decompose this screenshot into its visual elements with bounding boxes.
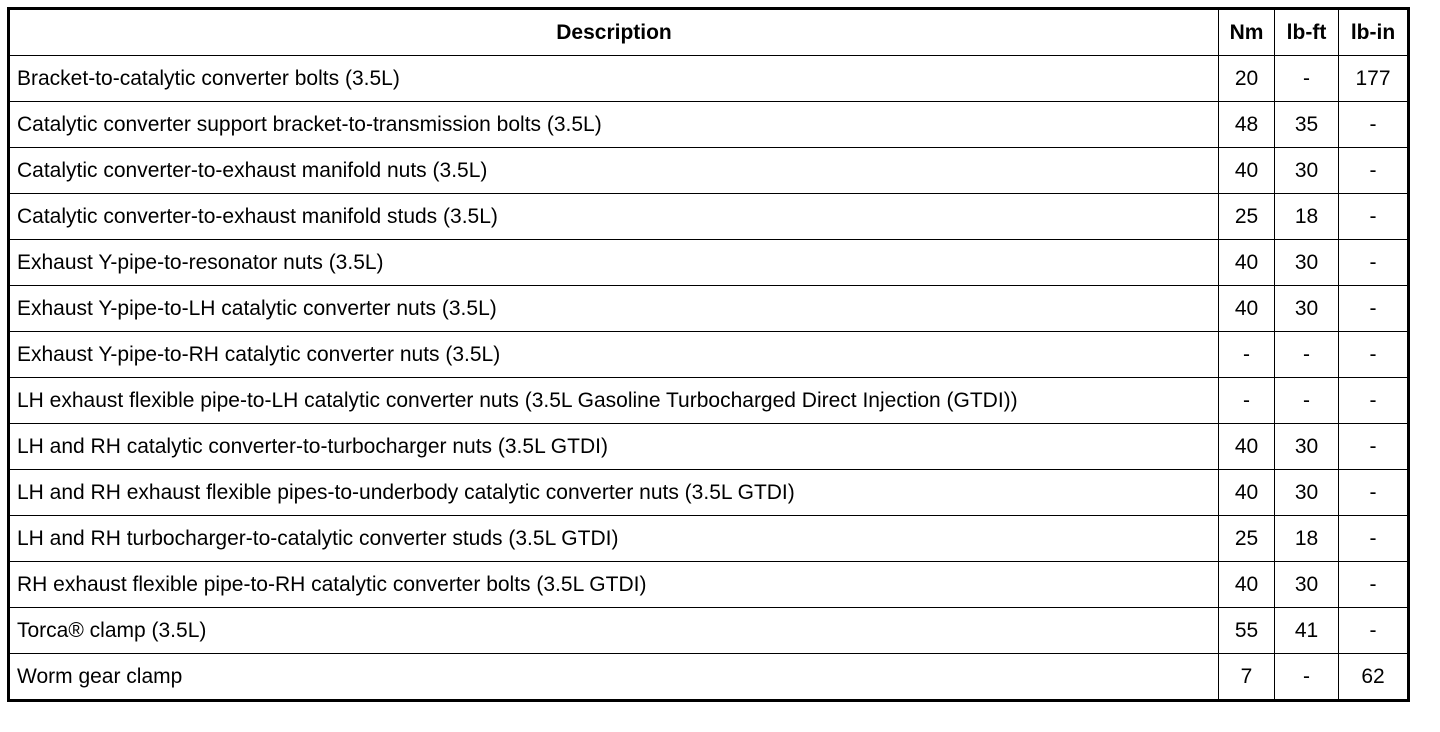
cell-lbin: - xyxy=(1339,102,1409,148)
cell-lbft: 30 xyxy=(1275,562,1339,608)
cell-lbft: 41 xyxy=(1275,608,1339,654)
cell-lbin: - xyxy=(1339,562,1409,608)
cell-lbft: 30 xyxy=(1275,470,1339,516)
cell-lbin: - xyxy=(1339,470,1409,516)
cell-lbft: 18 xyxy=(1275,194,1339,240)
cell-lbft: 30 xyxy=(1275,148,1339,194)
cell-description: LH and RH turbocharger-to-catalytic converter studs (3.5L GTDI) xyxy=(9,516,1219,562)
cell-description: Catalytic converter support bracket-to-transmission bolts (3.5L) xyxy=(9,102,1219,148)
cell-nm: 40 xyxy=(1219,470,1275,516)
table-row xyxy=(9,148,1409,194)
table-row xyxy=(9,194,1409,240)
table-row xyxy=(9,424,1409,470)
table-row xyxy=(9,332,1409,378)
cell-description: Exhaust Y-pipe-to-RH catalytic converter nuts (3.5L) xyxy=(9,332,1219,378)
cell-nm: 25 xyxy=(1219,516,1275,562)
header-lbin: lb-in xyxy=(1339,9,1409,56)
cell-description: RH exhaust flexible pipe-to-RH catalytic converter bolts (3.5L GTDI) xyxy=(9,562,1219,608)
table-row xyxy=(9,240,1409,286)
table-row xyxy=(9,378,1409,424)
cell-description: LH exhaust flexible pipe-to-LH catalytic converter nuts (3.5L Gasoline Turbocharged Direct Injection (GTDI)) xyxy=(9,378,1219,424)
cell-nm: 40 xyxy=(1219,424,1275,470)
cell-lbin: - xyxy=(1339,286,1409,332)
cell-description: LH and RH catalytic converter-to-turbocharger nuts (3.5L GTDI) xyxy=(9,424,1219,470)
cell-nm: 25 xyxy=(1219,194,1275,240)
cell-lbft: 35 xyxy=(1275,102,1339,148)
cell-nm: 40 xyxy=(1219,148,1275,194)
torque-specification-table xyxy=(7,7,1410,702)
header-description: Description xyxy=(9,9,1219,56)
cell-description: Torca® clamp (3.5L) xyxy=(9,608,1219,654)
cell-lbin: - xyxy=(1339,148,1409,194)
table-header-row xyxy=(9,9,1409,56)
cell-nm: 7 xyxy=(1219,654,1275,701)
cell-lbft: 30 xyxy=(1275,286,1339,332)
header-lbft: lb-ft xyxy=(1275,9,1339,56)
cell-description: Exhaust Y-pipe-to-LH catalytic converter nuts (3.5L) xyxy=(9,286,1219,332)
cell-lbft: 30 xyxy=(1275,240,1339,286)
cell-description: Catalytic converter-to-exhaust manifold studs (3.5L) xyxy=(9,194,1219,240)
cell-lbft: - xyxy=(1275,654,1339,701)
cell-nm: 40 xyxy=(1219,562,1275,608)
cell-lbin: - xyxy=(1339,194,1409,240)
cell-lbft: - xyxy=(1275,378,1339,424)
cell-nm: 40 xyxy=(1219,286,1275,332)
cell-lbft: - xyxy=(1275,56,1339,102)
cell-lbin: - xyxy=(1339,240,1409,286)
cell-lbft: 18 xyxy=(1275,516,1339,562)
cell-nm: 20 xyxy=(1219,56,1275,102)
cell-lbin: - xyxy=(1339,378,1409,424)
cell-description: LH and RH exhaust flexible pipes-to-underbody catalytic converter nuts (3.5L GTDI) xyxy=(9,470,1219,516)
cell-description: Catalytic converter-to-exhaust manifold nuts (3.5L) xyxy=(9,148,1219,194)
table-row xyxy=(9,516,1409,562)
table-row xyxy=(9,286,1409,332)
cell-lbft: 30 xyxy=(1275,424,1339,470)
table-row xyxy=(9,562,1409,608)
cell-description: Worm gear clamp xyxy=(9,654,1219,701)
cell-lbin: 177 xyxy=(1339,56,1409,102)
cell-lbin: - xyxy=(1339,332,1409,378)
cell-description: Exhaust Y-pipe-to-resonator nuts (3.5L) xyxy=(9,240,1219,286)
cell-lbin: - xyxy=(1339,424,1409,470)
cell-nm: - xyxy=(1219,332,1275,378)
cell-lbin: - xyxy=(1339,516,1409,562)
table-row xyxy=(9,608,1409,654)
cell-nm: - xyxy=(1219,378,1275,424)
table-row xyxy=(9,102,1409,148)
cell-lbft: - xyxy=(1275,332,1339,378)
table-row xyxy=(9,470,1409,516)
cell-nm: 40 xyxy=(1219,240,1275,286)
cell-description: Bracket-to-catalytic converter bolts (3.5L) xyxy=(9,56,1219,102)
cell-lbin: 62 xyxy=(1339,654,1409,701)
header-nm: Nm xyxy=(1219,9,1275,56)
table-row xyxy=(9,56,1409,102)
cell-nm: 48 xyxy=(1219,102,1275,148)
table-row xyxy=(9,654,1409,701)
cell-lbin: - xyxy=(1339,608,1409,654)
cell-nm: 55 xyxy=(1219,608,1275,654)
